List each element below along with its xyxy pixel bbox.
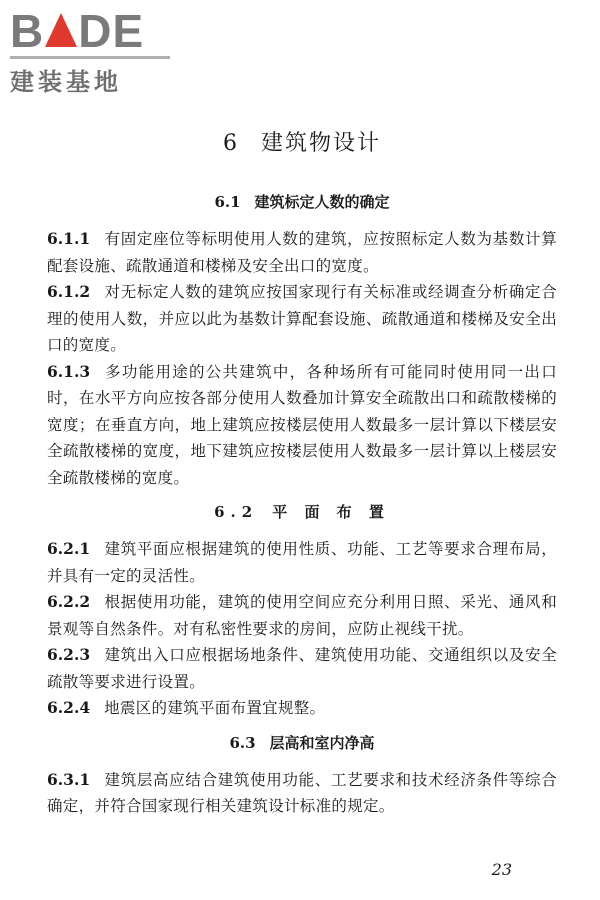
- page-number: 23: [491, 860, 512, 879]
- logo-subtitle: 建装基地: [10, 68, 122, 96]
- clause-6-2-3: 6.2.3 建筑出入口应根据场地条件、建筑使用功能、交通组织以及安全疏散等要求进行设置。: [47, 645, 557, 691]
- logo-wordmark: B DE: [10, 5, 145, 57]
- section-heading-6-1: 6.1 建筑标定人数的确定: [214, 193, 390, 211]
- brand-logo: [10, 5, 175, 97]
- clause-6-3-1: 6.3.1 建筑层高应结合建筑使用功能、工艺要求和技术经济条件等综合确定，并符合国家现行相关建筑设计标准的规定。: [47, 769, 557, 815]
- logo-triangle-icon: [45, 13, 77, 47]
- clause-6-1-2: 6.1.2 对无标定人数的建筑应按国家现行有关标准或经调查分析确定合理的使用人数，并应以此为基数计算配套设施、疏散通道和楼梯及安全出口的宽度。: [47, 282, 557, 354]
- chapter-heading: [47, 126, 557, 157]
- clause-6-2-4: 6.2.4 地震区的建筑平面布置宜规整。: [47, 698, 326, 717]
- clause-6-2-1: 6.2.1 建筑平面应根据建筑的使用性质、功能、工艺等要求合理布局，并具有一定的灵活性。: [47, 539, 557, 585]
- section-heading-6-3: 6.3 层高和室内净高: [229, 733, 375, 752]
- section-heading-6-2: 6.2 平 面 布 置: [214, 503, 390, 521]
- clause-6-1-3: 6.1.3 多功能用途的公共建筑中，各种场所有可能同时使用同一出口时，在水平方向应按各部分使用人数叠加计算安全疏散出口和疏散楼梯的宽度；在垂直方向，地上建筑应按楼层使用人数最多一层计算以下楼层安全疏散楼梯的宽度，地下建筑应按楼层使用人数最多一层计算以上楼层安全疏散楼梯的宽度。: [47, 361, 557, 487]
- page-content: [47, 118, 557, 820]
- chapter-number: 6: [222, 131, 239, 156]
- clause-6-1-1: 6.1.1 有固定座位等标明使用人数的建筑，应按照标定人数为基数计算配套设施、疏散通道和楼梯及安全出口的宽度。: [47, 229, 557, 275]
- chapter-title: 建筑物设计: [260, 131, 381, 156]
- clause-6-2-2: 6.2.2 根据使用功能，建筑的使用空间应充分利用日照、采光、通风和景观等自然条件。对有私密性要求的房间，应防止视线干扰。: [47, 592, 557, 638]
